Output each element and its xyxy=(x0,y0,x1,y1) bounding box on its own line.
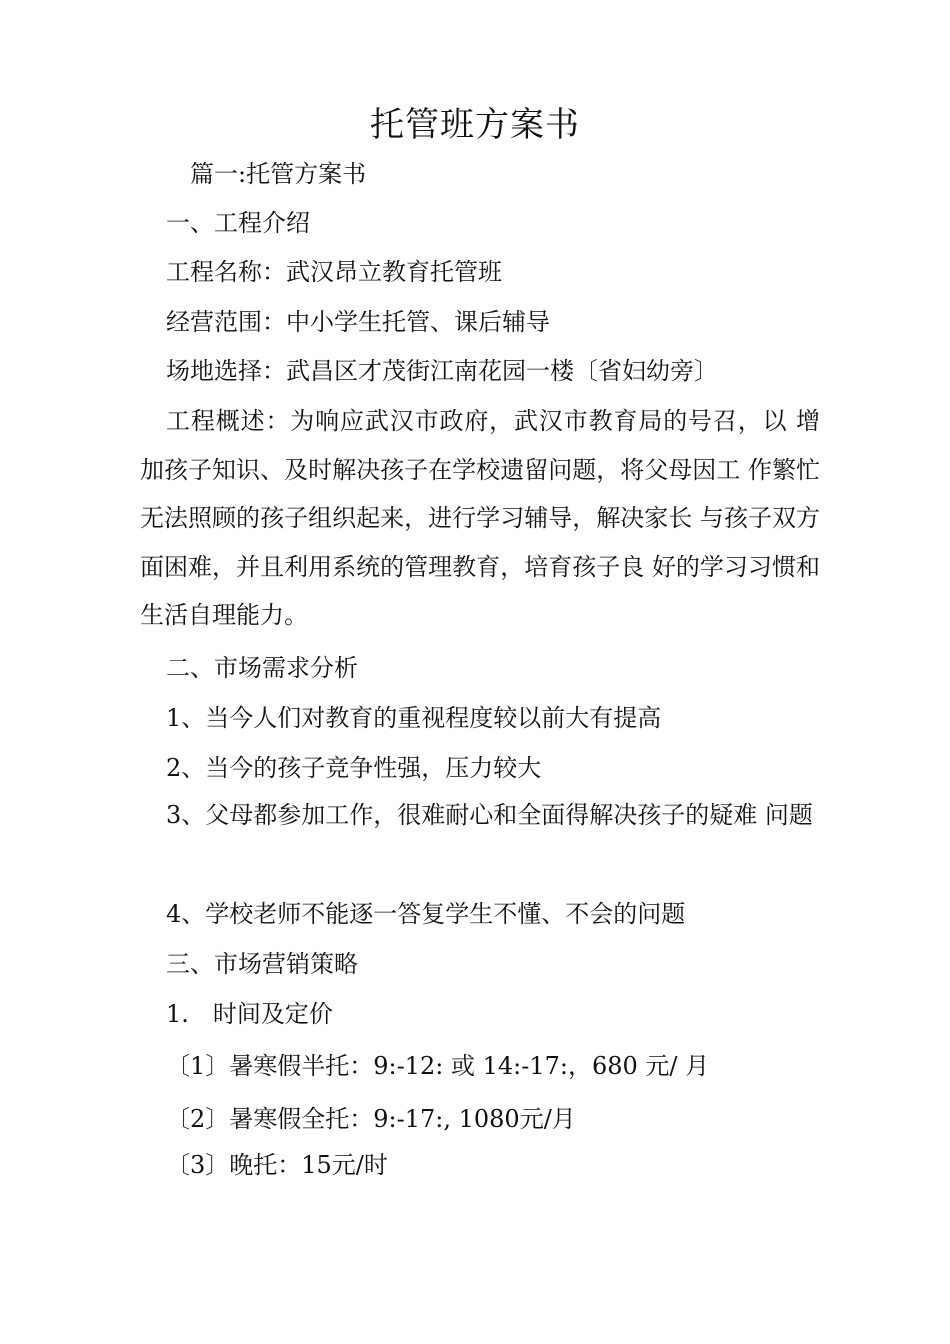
business-scope: 经营范围：中小学生托管、课后辅导 xyxy=(166,308,550,336)
section-heading-2: 二、市场需求分析 xyxy=(166,654,358,682)
site-selection: 场地选择：武昌区才茂街江南花园一楼〔省妇幼旁〕 xyxy=(166,357,718,385)
document-title: 托管班方案书 xyxy=(370,105,580,145)
subtitle: 篇一:托管方案书 xyxy=(190,160,367,188)
need-item-4: 4、学校老师不能逐一答复学生不懂、不会的问题 xyxy=(166,900,686,928)
project-name: 工程名称：武汉昂立教育托管班 xyxy=(166,258,502,286)
price-item-2: 〔2〕暑寒假全托：9:-17:, 1080元/月 xyxy=(166,1105,576,1133)
section-heading-1: 一、工程介绍 xyxy=(166,209,310,237)
need-item-2: 2、当今的孩子竞争性强，压力较大 xyxy=(166,754,542,782)
section-heading-3: 三、市场营销策略 xyxy=(166,950,358,978)
price-item-1: 〔1〕暑寒假半托：9:-12: 或 14:-17:，680 元/ 月 xyxy=(166,1052,710,1080)
price-item-3: 〔3〕晚托：15元/时 xyxy=(166,1151,388,1179)
need-item-1: 1、当今人们对教育的重视程度较以前大有提高 xyxy=(166,704,662,732)
project-overview-paragraph: 工程概述：为响应武汉市政府，武汉市教育局的号召，以 增加孩子知识、及时解决孩子在学校遗留问题，将父母因工 作繁忙无法照顾的孩子组织起来，进行学习辅导，解决家长 与孩子双方面困难，并且利用系统的管理教育，培育孩子良 好的学习习惯和生活自理能力。 xyxy=(140,407,820,629)
strategy-item-1: 1. 时间及定价 xyxy=(166,1000,333,1028)
need-item-3: 3、父母都参加工作，很难耐心和全面得解决孩子的疑难 问题 xyxy=(166,801,813,829)
